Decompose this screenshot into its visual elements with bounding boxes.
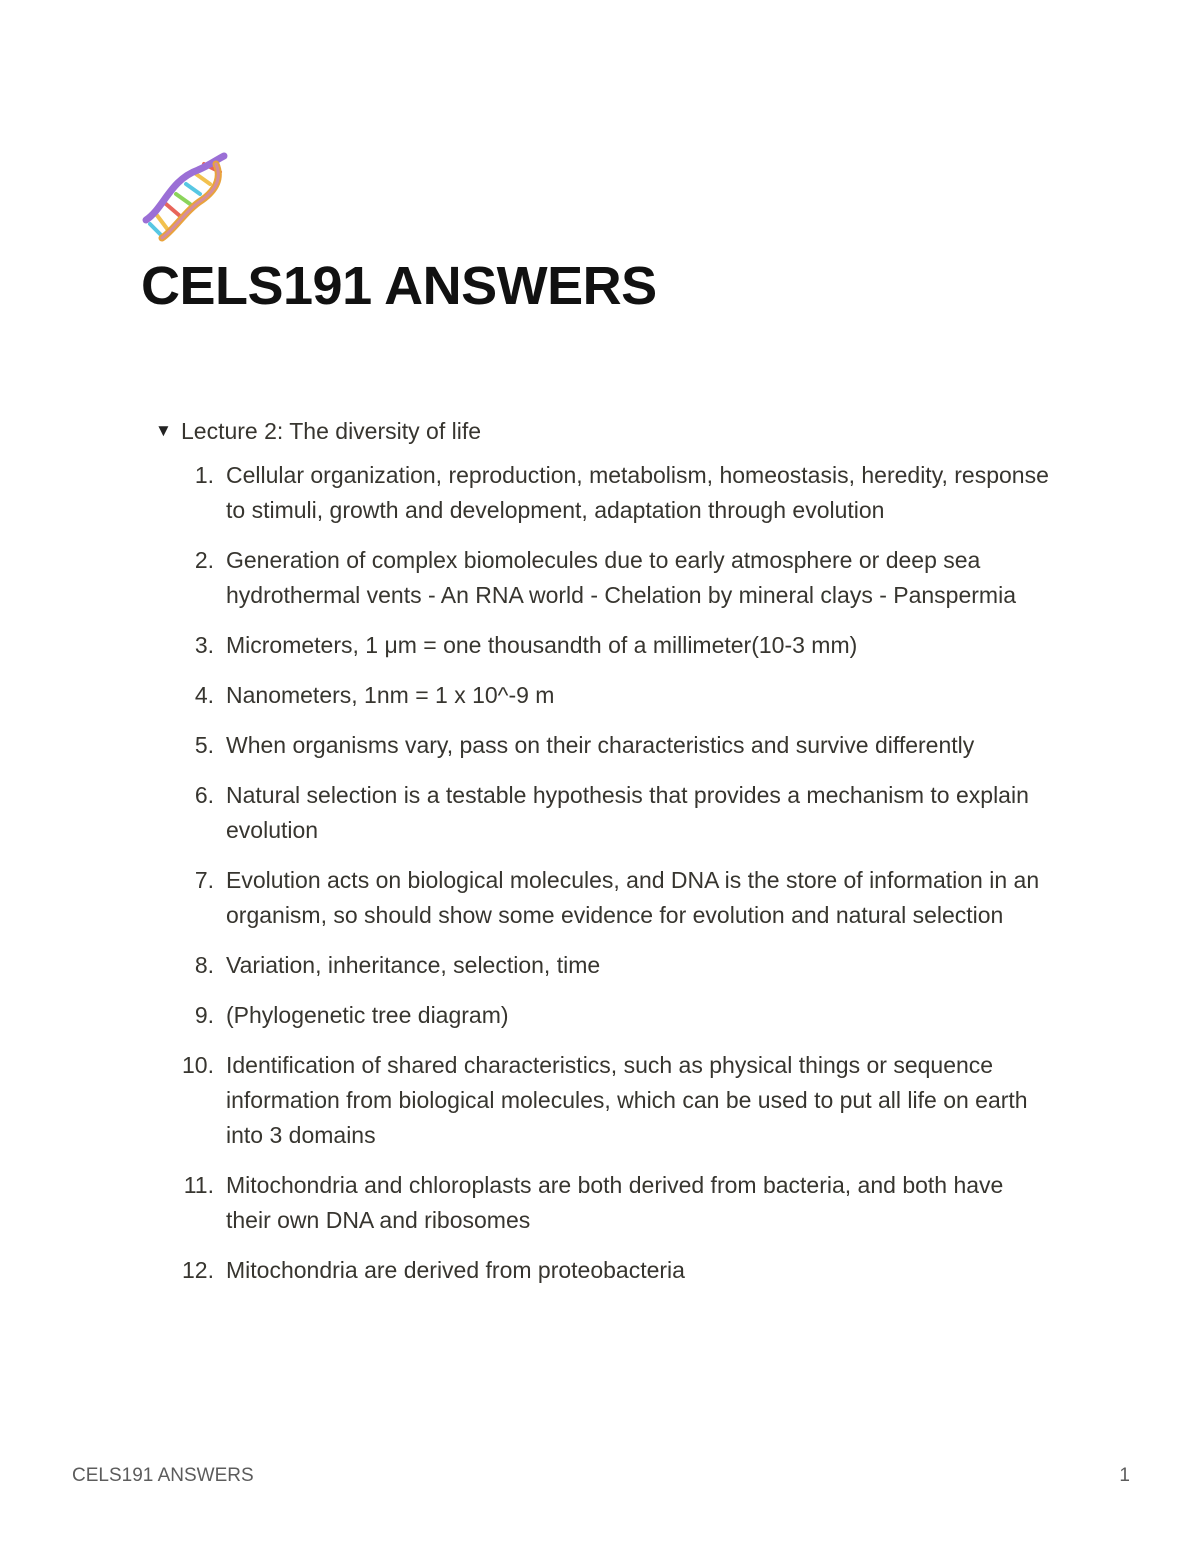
list-item	[155, 543, 1075, 613]
list-item-text: Cellular organization, reproduction, metabolism, homeostasis, heredity, response to stimuli, growth and development, adaptation through evolution	[226, 462, 1049, 523]
list-item	[155, 863, 1075, 933]
list-item-text: When organisms vary, pass on their characteristics and survive differently	[226, 732, 975, 758]
page-title: CELS191 ANSWERS	[141, 256, 657, 316]
list-item-number: 8.	[194, 952, 214, 978]
list-item	[155, 778, 1075, 848]
list-item-text: Identification of shared characteristics, such as physical things or sequence information from biological molecules, which can be used to put all life on earth into 3 domains	[226, 1052, 1028, 1148]
list-item-text: Nanometers, 1nm = 1 x 10^-9 m	[226, 682, 555, 708]
list-item-number: 11.	[183, 1172, 214, 1198]
list-item-text: Generation of complex biomolecules due to early atmosphere or deep sea hydrothermal vents - An RNA world - Chelation by mineral clays - Panspermia	[226, 547, 1016, 608]
list-item	[155, 728, 1075, 763]
list-item-number: 9.	[194, 1002, 214, 1028]
list-item-number: 3.	[194, 632, 214, 658]
list-item-number: 10.	[182, 1052, 214, 1078]
list-item	[155, 1253, 1075, 1288]
list-item-number: 2.	[194, 547, 214, 573]
list-item-number: 7.	[194, 867, 214, 893]
list-item-text: Evolution acts on biological molecules, and DNA is the store of information in an organism, so should show some evidence for evolution and natural selection	[226, 867, 1040, 928]
list-item-number: 5.	[194, 732, 214, 758]
list-item-text: Variation, inheritance, selection, time	[226, 952, 601, 978]
list-item-text: Mitochondria are derived from proteobacteria	[226, 1257, 685, 1283]
list-item-number: 12.	[182, 1257, 214, 1283]
list-item	[155, 628, 1075, 663]
list-item-text: Mitochondria and chloroplasts are both derived from bacteria, and both have their own DNA and ribosomes	[226, 1172, 1004, 1233]
list-item	[155, 678, 1075, 713]
list-item-text: (Phylogenetic tree diagram)	[226, 1002, 509, 1028]
list-item-text: Natural selection is a testable hypothesis that provides a mechanism to explain evolution	[226, 782, 1029, 843]
list-item-number: 6.	[194, 782, 214, 808]
page-number: 1	[1119, 1465, 1130, 1486]
list-item-number: 4.	[194, 682, 214, 708]
toggle-block-lecture-2	[155, 412, 1075, 1303]
list-item-text: Micrometers, 1 μm = one thousandth of a millimeter(10-3 mm)	[226, 632, 858, 658]
footer-title: CELS191 ANSWERS	[72, 1465, 254, 1486]
list-item-number: 1.	[194, 462, 214, 488]
list-item	[155, 458, 1075, 528]
answer-list	[155, 458, 1075, 1288]
toggle-label: Lecture 2: The diversity of life	[181, 418, 481, 444]
list-item	[155, 1048, 1075, 1153]
triangle-down-icon[interactable]: ▼	[155, 421, 172, 440]
list-item	[155, 948, 1075, 983]
dna-emoji-icon	[140, 150, 232, 242]
toggle-header[interactable]	[155, 412, 1075, 450]
list-item	[155, 998, 1075, 1033]
list-item	[155, 1168, 1075, 1238]
